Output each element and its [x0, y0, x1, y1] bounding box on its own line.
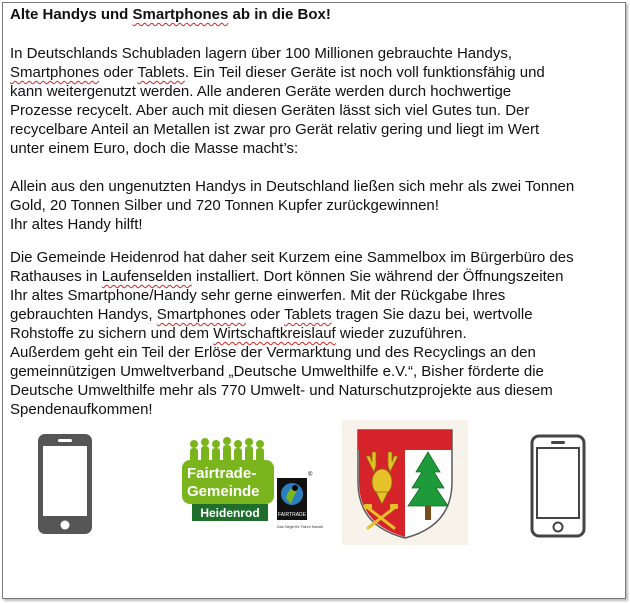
paragraph-line: unter einem Euro, doch die Masse macht’s:: [10, 140, 299, 157]
paragraph-line: [10, 63, 610, 82]
paragraph-line: [10, 305, 610, 324]
fairtrade-mark-label: FAIRTRADE: [278, 512, 306, 518]
text-run: tragen Sie dazu bei, wertvolle: [331, 306, 533, 323]
paragraph-line: gemeinnützigen Umweltverband „Deutsche Umwelthilfe e.V.“, Bisher förderte die: [10, 363, 544, 380]
coat-of-arms-emblem: [342, 420, 468, 545]
paragraph-line: Spendenaufkommen!: [10, 401, 153, 418]
paragraph-line: Allein aus den ungenutzten Handys in Deutschland ließen sich mehr als zwei Tonnen: [10, 178, 575, 195]
paragraph-1: [10, 44, 610, 158]
text-run: installiert. Dort können Sie während der Öffnungszeiten: [191, 268, 564, 285]
smartphone-outline-icon: [530, 434, 586, 538]
logo-town: Heidenrod: [200, 506, 260, 520]
text-run: oder: [99, 64, 138, 81]
text-run: . Ein Teil dieser Geräte ist noch voll funktionsfähig und: [184, 64, 545, 81]
paragraph-line: In Deutschlands Schubladen lagern über 100 Millionen gebrauchte Handys,: [10, 45, 512, 62]
paragraph-line: Gold, 20 Tonnen Silber und 720 Tonnen Kupfer zurückgewinnen!: [10, 197, 439, 214]
paragraph-line: kann weitergenutzt werden. Alle anderen Geräte werden durch hochwertige: [10, 83, 512, 100]
paragraph-line: Deutsche Umwelthilfe mehr als 770 Umwelt- und Naturschutzprojekte aus diesem: [10, 382, 553, 399]
spellcheck-word: Tablets: [284, 306, 332, 323]
paragraph-line: [10, 324, 610, 343]
title-text-spellcheck: Smartphones: [132, 6, 229, 23]
paragraph-line: Ihr altes Handy hilft!: [10, 216, 143, 233]
logo-line2: Gemeinde: [187, 483, 260, 500]
paragraph-line: recycelbare Anteil an Metallen ist zwar pro Gerät relativ gering und liegt im Wert: [10, 121, 540, 138]
text-run: Rathauses in: [10, 268, 102, 285]
fairtrade-tagline: Das Siegel für Fairen Handel: [277, 525, 324, 529]
paragraph-line: Außerdem geht ein Teil der Erlöse der Vermarktung und des Recyclings an den: [10, 344, 536, 361]
text-run: wieder zuzuführen.: [335, 325, 467, 342]
title-text-end: ab in die Box!: [228, 6, 331, 23]
spellcheck-word: Smartphones: [10, 64, 100, 81]
fairtrade-gemeinde-logo: [178, 434, 324, 544]
paragraph-2: [10, 177, 610, 234]
spellcheck-word: Wirtschaftkreislauf: [213, 325, 336, 342]
title-text: Alte Handys und: [10, 6, 133, 23]
logo-row: [0, 420, 630, 550]
registered-mark: ®: [308, 472, 313, 478]
paragraph-line: Prozesse recycelt. Aber auch mit diesen Geräten lässt sich viel Gutes tun. Der: [10, 102, 530, 119]
logo-line1: Fairtrade-: [187, 465, 257, 482]
paragraph-line: [10, 267, 610, 286]
spellcheck-word: Tablets: [137, 64, 185, 81]
paragraph-3: [10, 248, 610, 419]
text-run: Rohstoffe zu sichern und dem: [10, 325, 214, 342]
paragraph-line: Ihr altes Smartphone/Handy sehr gerne einwerfen. Mit der Rückgabe Ihres: [10, 287, 506, 304]
document-title: [10, 6, 331, 24]
paragraph-line: Die Gemeinde Heidenrod hat daher seit Kurzem eine Sammelbox im Bürgerbüro des: [10, 249, 574, 266]
spellcheck-word: Smartphones: [156, 306, 246, 323]
text-run: gebrauchten Handys,: [10, 306, 157, 323]
spellcheck-word: Laufenselden: [101, 268, 192, 285]
smartphone-icon: [38, 434, 92, 534]
text-run: oder: [245, 306, 285, 323]
